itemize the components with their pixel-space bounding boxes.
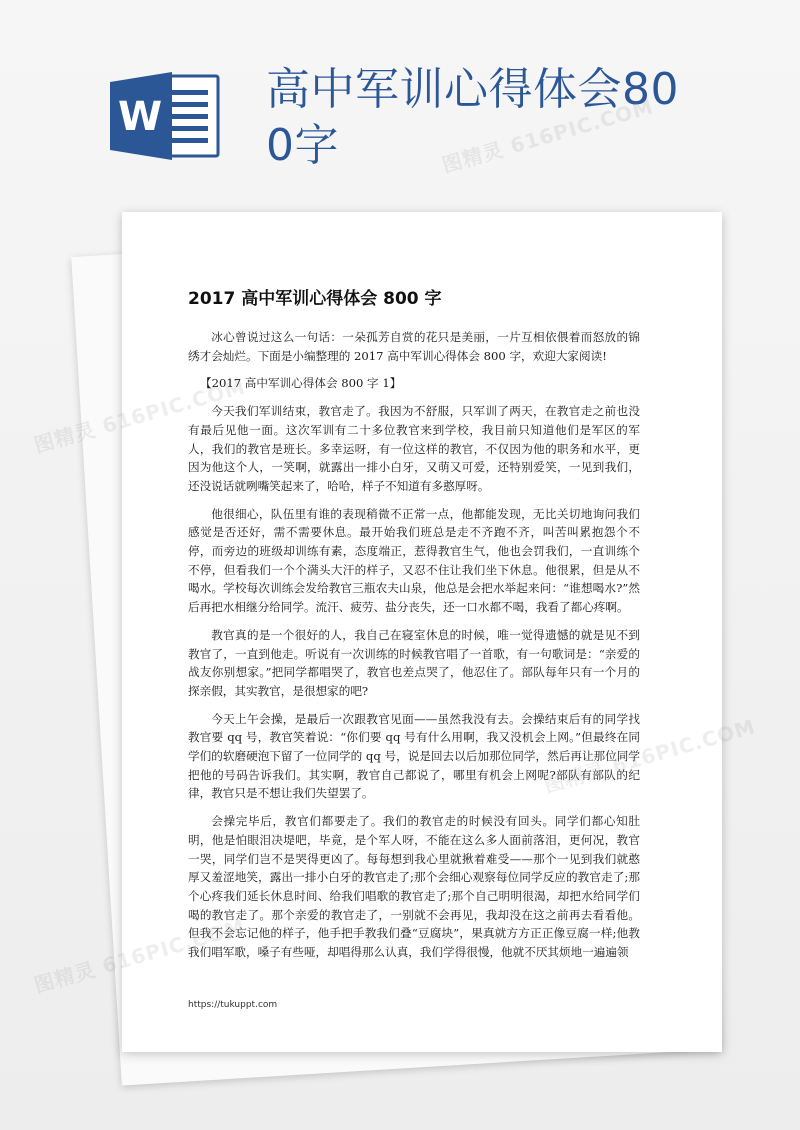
document-page	[122, 212, 722, 1052]
svg-text:W: W	[118, 94, 163, 140]
paragraph: 今天我们军训结束，教官走了。我因为不舒服，只军训了两天，在教官走之前也没有最后见他一面。这次军训有二十多位教官来到学校，我目前只知道他们是军区的军人，我们的教官是班长。多幸运呀，有一位这样的教官，不仅因为他的职务和水平，更因为他这个人，一笑啊，就露出一排小白牙，又萌又可爱，还特别爱笑，一见到我们，还没说话就咧嘴笑起来了，哈哈，样子不知道有多憨厚呀。	[188, 404, 640, 493]
paragraph: 教官真的是一个很好的人，我自己在寝室休息的时候，唯一觉得遗憾的就是见不到教官了，一直到他走。听说有一次训练的时候教官唱了一首歌，有一句歌词是：“亲爱的战友你别想家。”把同学都唱哭了，教官也差点哭了，他忍住了。部队每年只有一个月的探亲假，其实教官，是很想家的吧?	[188, 627, 640, 698]
paragraph-intro: 冰心曾说过这么一句话：一朵孤芳自赏的花只是美丽，一片互相依偎着而怒放的锦绣才会灿烂。下面是小编整理的 2017 高中军训心得体会 800 字，欢迎大家阅读!	[188, 330, 640, 363]
page-title: 高中军训心得体会800字	[266, 64, 679, 171]
document-title: 2017 高中军训心得体会 800 字	[188, 289, 442, 309]
paragraph: 会操完毕后，教官们都要走了。我们的教官走的时候没有回头。同学们都心知肚明，他是怕眼泪决堤吧，毕竟，是个军人呀，不能在这么多人面前落泪，更何况，教官一哭，同学们岂不是哭得更凶了。每每想到我心里就揪着难受——那个一见到我们就憨厚又羞涩地笑，露出一排小白牙的教官走了;那个会细心观察每位同学反应的教官走了;那个心疼我们延长休息时间、给我们唱歌的教官走了;那个自己明明很渴，却把水给同学们喝的教官走了。那个亲爱的教官走了，一别就不会再见，我却没在这之前再去看看他。但我不会忘记他的样子，他手把手教我们叠“豆腐块”，果真就方方正正像豆腐一样;他教我们唱军歌，嗓子有些哑，却唱得那么认真，我们学得很慢，他就不厌其烦地一遍遍领	[188, 814, 640, 960]
paragraph: 今天上午会操，是最后一次跟教官见面——虽然我没有去。会操结束后有的同学找教官要 qq 号，教官笑着说：“你们要 qq 号有什么用啊，我又没机会上网。”但最终在同学们的软磨硬泡下留了一位同学的 qq 号，说是回去以后加那位同学，然后再让那位同学把他的号码告诉我们。其实啊，教官自己都说了，哪里有机会上网呢?部队有部队的纪律，教官只是不想让我们失望罢了。	[188, 711, 640, 801]
paragraph: 他很细心，队伍里有谁的表现稍微不正常一点，他都能发现，无比关切地询问我们感觉是否还好，需不需要休息。最开始我们班总是走不齐跑不齐，叫苦叫累抱怨个不停，而旁边的班级却训练有素，态度端正，惹得教官生气，他也会罚我们，一直训练个不停，但看我们一个个满头大汗的样子，又忍不住让我们坐下休息。他很累，但是从不喝水。学校每次训练会发给教官三瓶农夫山泉，他总是会把水举起来问：“谁想喝水?”然后再把水相继分给同学。流汗、疲劳、盐分丧失，还一口水都不喝，我看了都心疼啊。	[188, 506, 640, 615]
document-footer-url: https://tukuppt.com	[188, 1000, 278, 1010]
word-document-icon	[110, 72, 222, 160]
document-body	[188, 328, 640, 971]
section-heading: 【2017 高中军训心得体会 800 字 1】	[200, 376, 402, 391]
